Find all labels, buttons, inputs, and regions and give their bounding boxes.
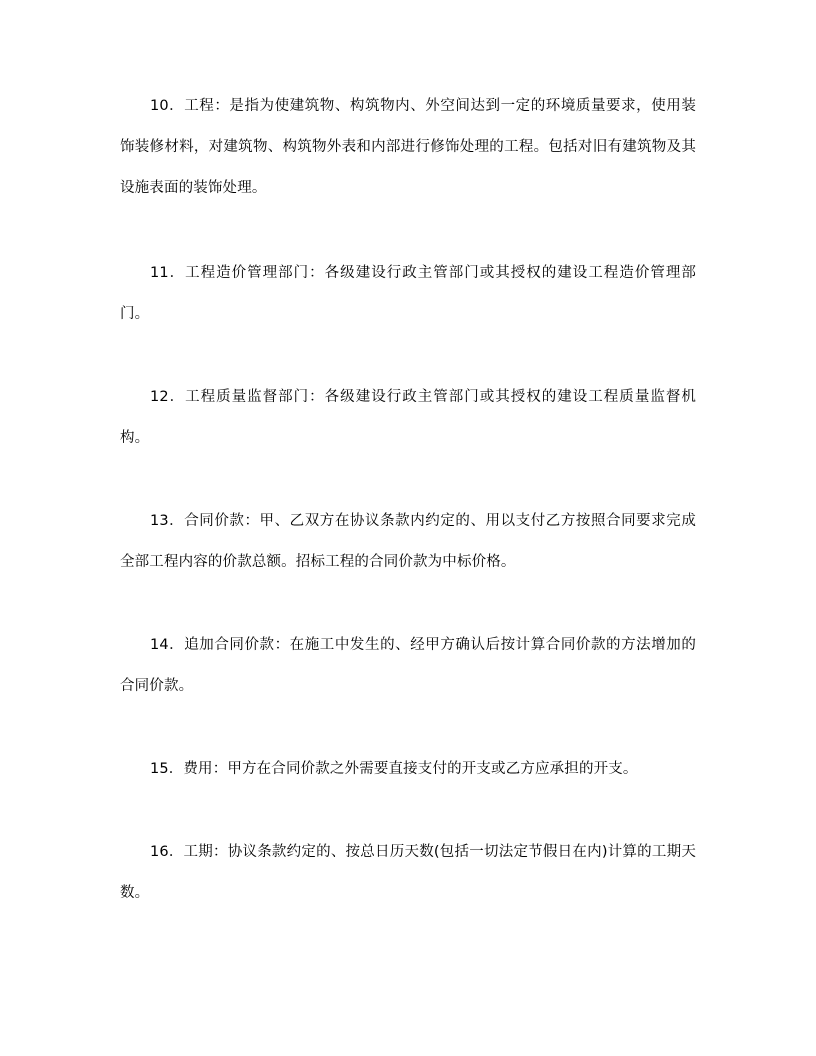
paragraph-16-construction-period: 16．工期：协议条款约定的、按总日历天数(包括一切法定节假日在内)计算的工期天数。 bbox=[120, 844, 696, 901]
paragraph-12-quality-supervision-dept: 12．工程质量监督部门：各级建设行政主管部门或其授权的建设工程质量监督机构。 bbox=[120, 389, 696, 446]
paragraph-11-cost-management-dept: 11．工程造价管理部门：各级建设行政主管部门或其授权的建设工程造价管理部门。 bbox=[120, 265, 696, 322]
paragraph-14-additional-contract-price: 14．追加合同价款：在施工中发生的、经甲方确认后按计算合同价款的方法增加的合同价款。 bbox=[120, 637, 696, 694]
paragraph-15-expenses: 15．费用：甲方在合同价款之外需要直接支付的开支或乙方应承担的开支。 bbox=[150, 761, 638, 777]
paragraph-10-decoration-works: 10．工程：是指为使建筑物、构筑物内、外空间达到一定的环境质量要求，使用装饰装修材料，对建筑物、构筑物外表和内部进行修饰处理的工程。包括对旧有建筑物及其设施表面的装饰处理。 bbox=[120, 98, 696, 196]
paragraph-13-contract-price: 13．合同价款：甲、乙双方在协议条款内约定的、用以支付乙方按照合同要求完成全部工程内容的价款总额。招标工程的合同价款为中标价格。 bbox=[120, 513, 696, 570]
